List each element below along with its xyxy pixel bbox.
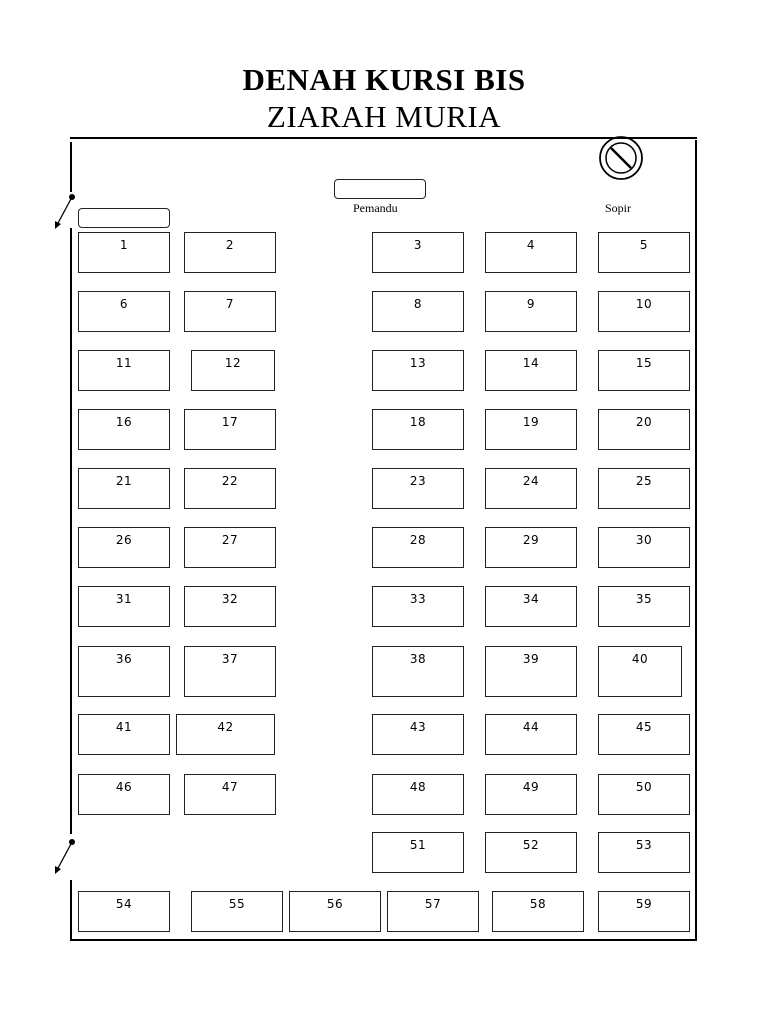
seat-number: 46	[115, 780, 133, 794]
bus-left-wall-bottom	[70, 880, 72, 940]
seat-number: 13	[409, 356, 427, 370]
seat-number: 19	[522, 415, 540, 429]
seat-number: 7	[225, 297, 235, 311]
seat-number: 56	[326, 897, 344, 911]
seat-number: 9	[526, 297, 536, 311]
seat-number: 55	[228, 897, 246, 911]
seat-number: 8	[413, 297, 423, 311]
seat-number: 26	[115, 533, 133, 547]
seat-number: 24	[522, 474, 540, 488]
seat	[372, 409, 464, 450]
seat	[372, 586, 464, 627]
page-subtitle: ZIARAH MURIA	[266, 99, 502, 134]
bus-bottom-wall	[70, 939, 697, 941]
seat	[78, 586, 170, 627]
seat	[184, 646, 276, 697]
seat	[184, 291, 276, 332]
seat-number: 34	[522, 592, 540, 606]
seat	[485, 586, 577, 627]
seat	[598, 891, 690, 932]
seat-number: 54	[115, 897, 133, 911]
seat	[485, 774, 577, 815]
seat	[78, 291, 170, 332]
seat	[78, 714, 170, 755]
seat	[176, 714, 275, 755]
seat-number: 37	[221, 652, 239, 666]
seat	[485, 232, 577, 273]
seat	[78, 646, 170, 697]
seat	[184, 586, 276, 627]
door-icon	[50, 835, 80, 877]
seat-number: 58	[529, 897, 547, 911]
seat-number: 41	[115, 720, 133, 734]
seat	[78, 409, 170, 450]
seat	[372, 714, 464, 755]
seat	[78, 350, 170, 391]
door-icon	[50, 190, 80, 232]
seat-number: 4	[526, 238, 536, 252]
seat-number: 29	[522, 533, 540, 547]
seat-number: 40	[631, 652, 649, 666]
seat	[78, 774, 170, 815]
seat	[289, 891, 381, 932]
seat-number: 52	[522, 838, 540, 852]
seat	[485, 468, 577, 509]
seat-number: 48	[409, 780, 427, 794]
seat	[372, 527, 464, 568]
seat-number: 51	[409, 838, 427, 852]
seat	[372, 832, 464, 873]
crew-seat	[78, 208, 170, 228]
seat	[372, 350, 464, 391]
seat	[485, 527, 577, 568]
seat	[78, 527, 170, 568]
seat-number: 3	[413, 238, 423, 252]
seat-number: 47	[221, 780, 239, 794]
bus-right-wall	[695, 140, 697, 940]
seat-number: 44	[522, 720, 540, 734]
guide-seat	[334, 179, 426, 199]
seat	[184, 774, 276, 815]
seat	[598, 409, 690, 450]
seat-number: 5	[639, 238, 649, 252]
seat	[598, 527, 690, 568]
seat	[598, 646, 682, 697]
seat-number: 49	[522, 780, 540, 794]
seat-number: 17	[221, 415, 239, 429]
seat-number: 45	[635, 720, 653, 734]
seat	[598, 291, 690, 332]
seat	[598, 232, 690, 273]
seat	[191, 891, 283, 932]
seat-number: 22	[221, 474, 239, 488]
seat-number: 28	[409, 533, 427, 547]
seat-number: 39	[522, 652, 540, 666]
seat-number: 32	[221, 592, 239, 606]
seat	[78, 232, 170, 273]
bus-left-wall-middle	[70, 228, 72, 834]
seat-number: 59	[635, 897, 653, 911]
seat-number: 18	[409, 415, 427, 429]
seat-number: 23	[409, 474, 427, 488]
seat-number: 38	[409, 652, 427, 666]
seat-number: 31	[115, 592, 133, 606]
seat	[184, 409, 276, 450]
seat-number: 11	[115, 356, 133, 370]
seat	[372, 468, 464, 509]
seat	[372, 291, 464, 332]
seat	[598, 350, 690, 391]
seat	[485, 646, 577, 697]
seat-number: 35	[635, 592, 653, 606]
seat-number: 16	[115, 415, 133, 429]
seat-number: 15	[635, 356, 653, 370]
seat	[387, 891, 479, 932]
seat	[485, 350, 577, 391]
seat-number: 6	[119, 297, 129, 311]
seat	[78, 468, 170, 509]
seat	[598, 832, 690, 873]
seat	[485, 291, 577, 332]
driver-label: Sopir	[605, 201, 632, 215]
seat	[372, 774, 464, 815]
seat	[184, 468, 276, 509]
seat	[598, 468, 690, 509]
seat-number: 50	[635, 780, 653, 794]
seat	[485, 832, 577, 873]
seat-number: 43	[409, 720, 427, 734]
seat	[184, 232, 276, 273]
seat-number: 10	[635, 297, 653, 311]
seat-number: 25	[635, 474, 653, 488]
seat-number: 1	[119, 238, 129, 252]
page-title: DENAH KURSI BIS	[242, 62, 526, 97]
seat-number: 27	[221, 533, 239, 547]
seat-number: 42	[217, 720, 234, 734]
seat	[372, 646, 464, 697]
seat	[598, 774, 690, 815]
seat	[492, 891, 584, 932]
seat	[485, 409, 577, 450]
seat-number: 20	[635, 415, 653, 429]
seat-number: 53	[635, 838, 653, 852]
seat-number: 33	[409, 592, 427, 606]
bus-left-wall-top	[70, 142, 72, 192]
seat	[598, 714, 690, 755]
seat-number: 57	[424, 897, 442, 911]
seat	[372, 232, 464, 273]
seat-number: 14	[522, 356, 540, 370]
seat	[598, 586, 690, 627]
seat-number: 21	[115, 474, 133, 488]
seat	[485, 714, 577, 755]
steering-wheel-icon	[597, 136, 645, 180]
seat-number: 36	[115, 652, 133, 666]
seat-number: 30	[635, 533, 653, 547]
seat-number: 12	[224, 356, 242, 370]
seat	[78, 891, 170, 932]
seat	[191, 350, 275, 391]
seat	[184, 527, 276, 568]
seat-number: 2	[225, 238, 235, 252]
guide-label: Pemandu	[353, 201, 398, 215]
